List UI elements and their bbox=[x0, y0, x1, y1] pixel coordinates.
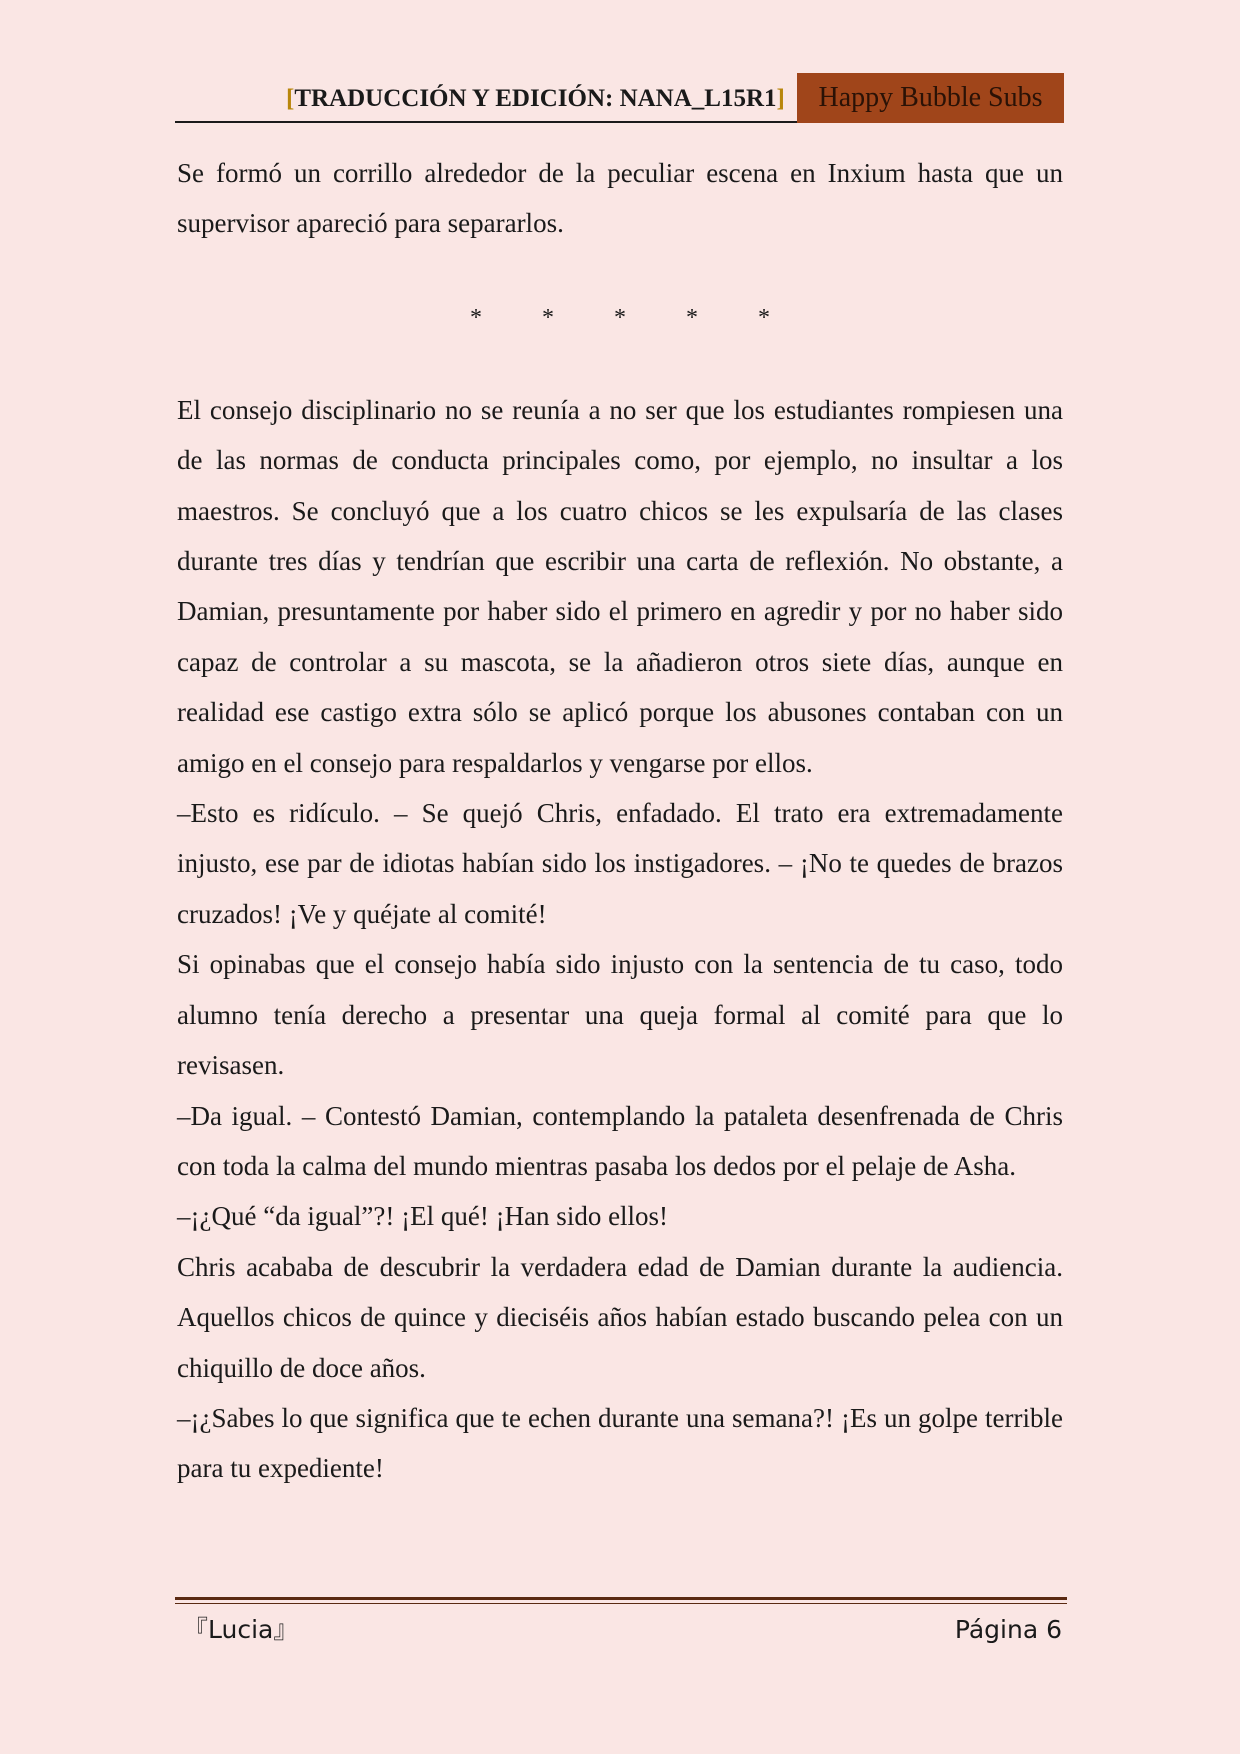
header-rule bbox=[175, 121, 797, 123]
separator-asterisk: * bbox=[758, 304, 770, 331]
body-paragraph: El consejo disciplinario no se reunía a no ser que los estudiantes rompiesen una de las normas de conducta principales como, por ejemplo, no insultar a los maestros. Se concluyó que a los cuatro chicos se les expulsaría de las clases durante tres días y tendrían que escribir una carta de reflexión. No obstante, a Damian, presuntamente por haber sido el primero en agredir y por no haber sido capaz de controlar a su mascota, se la añadieron otros siete días, aunque en realidad ese castigo extra sólo se aplicó porque los abusones contaban con un amigo en el consejo para respaldarlos y vengarse por ellos. bbox=[177, 394, 1063, 778]
body-paragraph: Chris acababa de descubrir la verdadera edad de Damian durante la audiencia. Aquellos chicos de quince y dieciséis años habían estado buscando pelea con un chiquillo de doce años. bbox=[177, 1251, 1063, 1383]
body-paragraph: –¡¿Sabes lo que significa que te echen durante una semana?! ¡Es un golpe terrible para tu expediente! bbox=[177, 1402, 1063, 1484]
scene-separator bbox=[177, 293, 1063, 343]
credit-text: TRADUCCIÓN Y EDICIÓN: NANA_L15R1 bbox=[294, 85, 777, 112]
page-header bbox=[175, 73, 1064, 123]
body-paragraph: –Da igual. – Contestó Damian, contemplando la pataleta desenfrenada de Chris con toda la calma del mundo mientras pasaba los dedos por el pelaje de Asha. bbox=[177, 1100, 1063, 1181]
separator-asterisk: * bbox=[542, 304, 554, 331]
footer-title: 『Lucia』 bbox=[183, 1615, 299, 1644]
page-body bbox=[177, 148, 1063, 1494]
body-paragraph: Si opinabas que el consejo había sido injusto con la sentencia de tu caso, todo alumno tenía derecho a presentar una queja formal al comité para que lo revisasen. bbox=[177, 949, 1063, 1081]
credit-bracket-close: ] bbox=[776, 85, 785, 112]
body-paragraph: –¡¿Qué “da igual”?! ¡El qué! ¡Han sido ellos! bbox=[177, 1201, 669, 1232]
separator-asterisk: * bbox=[614, 304, 626, 331]
intro-paragraph: Se formó un corrillo alrededor de la peculiar escena en Inxium hasta que un supervisor apareció para separarlos. bbox=[177, 158, 1063, 239]
credit-bracket-open: [ bbox=[286, 85, 295, 112]
translation-credit bbox=[286, 85, 785, 113]
separator-asterisk: * bbox=[470, 304, 482, 331]
page-number: Página 6 bbox=[954, 1615, 1062, 1644]
group-badge: Happy Bubble Subs bbox=[797, 73, 1064, 123]
footer-rule-thin bbox=[175, 1603, 1067, 1604]
separator-asterisk: * bbox=[686, 304, 698, 331]
body-paragraph: –Esto es ridículo. – Se quejó Chris, enfadado. El trato era extremadamente injusto, ese par de idiotas habían sido los instigadores. – ¡No te quedes de brazos cruzados! ¡Ve y quéjate al comité! bbox=[177, 798, 1063, 929]
footer-rule bbox=[175, 1597, 1067, 1600]
